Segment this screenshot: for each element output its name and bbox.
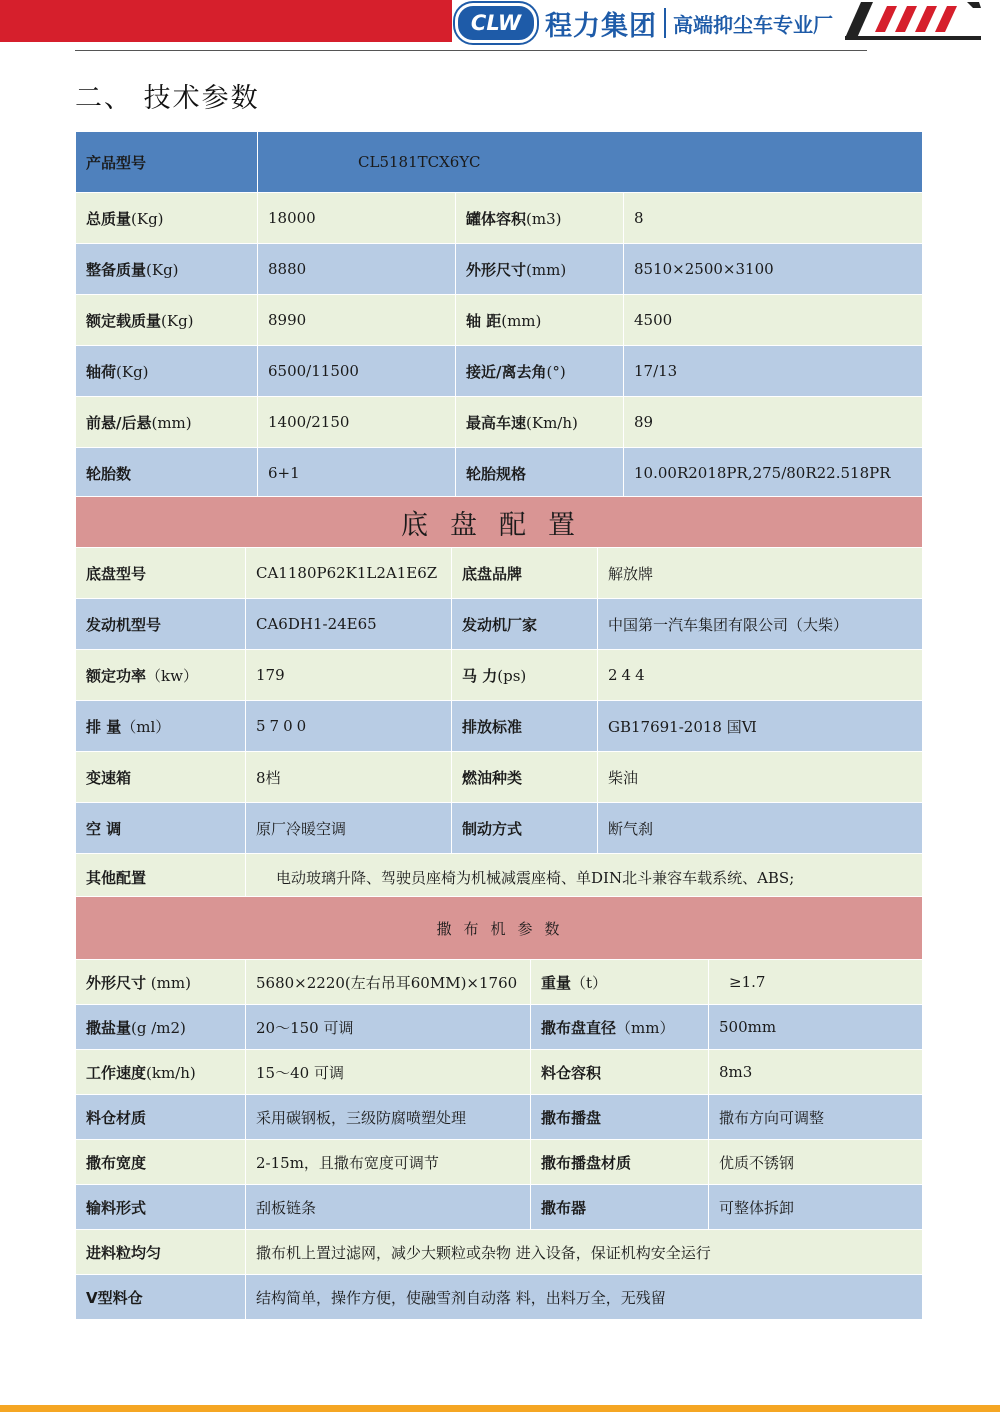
table-row [76,803,923,854]
cell-text: 工作速度 [86,1063,147,1082]
table-cell [76,1095,246,1140]
table-cell [76,397,258,448]
table-row [76,1230,923,1275]
table-cell [531,1050,709,1095]
cell-text: V型料仓 [76,1275,246,1320]
vehicle-spec-table [75,131,923,499]
cell-text: 发动机厂家 [462,615,538,634]
cell-text: 结构简单，操作方便，使融雪剂自动落 料，出料万全，无残留 [246,1275,923,1320]
table-cell [531,1140,709,1185]
cell-text: 刮板链条 [246,1185,531,1230]
header-red-bar [0,0,452,42]
cell-text: (m3) [526,209,562,228]
cell-text: 89 [624,397,923,448]
cell-text: 8档 [246,752,452,803]
cell-text: (g /m2) [131,1018,186,1037]
table-cell [76,752,246,803]
cell-text: 20～150 可调 [246,1005,531,1050]
table-cell [531,1095,709,1140]
model-label: 产品型号 [76,132,258,193]
cell-text: 燃油种类 [462,768,523,787]
table-cell [76,1140,246,1185]
cell-text: (°) [546,362,566,381]
model-value: CL5181TCX6YC [258,132,923,193]
table-cell [452,752,598,803]
table-cell [531,960,709,1005]
cell-text: 柴油 [598,752,923,803]
table-cell [76,1050,246,1095]
table-row [76,854,923,901]
cell-text: 采用碳钢板，三级防腐喷塑处理 [246,1095,531,1140]
cell-text: 排放标准 [462,717,523,736]
cell-text: 空 调 [86,819,122,838]
table-row [76,1185,923,1230]
table-row [76,244,923,295]
cell-text: 排 量 [86,717,122,736]
cell-text: 244 [598,650,923,701]
table-cell [76,1185,246,1230]
table-row [76,193,923,244]
cell-text: (km/h) [146,1063,196,1082]
table-row [76,1140,923,1185]
cell-text: （mm） [616,1018,675,1037]
table-cell [76,295,258,346]
table-row [76,295,923,346]
other-config-value: 电动玻璃升降、驾驶员座椅为机械减震座椅、单DIN北斗兼容车载系统、ABS; [246,854,923,901]
cell-text: 5680×2220(左右吊耳60MM)×1760 [246,960,531,1005]
cell-text: （kw） [146,666,198,685]
cell-text: 中国第一汽车集团有限公司（大柴） [598,599,923,650]
cell-text: 轮胎数 [86,464,132,483]
cell-text: (Kg) [116,362,149,381]
table-cell [456,295,624,346]
logo-separator [664,8,666,38]
table-cell [452,650,598,701]
cell-text: ≥1.7 [709,960,923,1005]
table-cell [76,244,258,295]
cell-text: 输料形式 [86,1198,147,1217]
cell-text: 撒布播盘 [541,1108,602,1127]
table-row [76,548,923,599]
table-row [76,650,923,701]
cell-text: 6+1 [258,448,456,499]
cell-text: (mm) [526,260,567,279]
spreader-table [75,896,923,1320]
header-stripes-icon [843,0,983,42]
table-row [76,1050,923,1095]
table-row [76,1095,923,1140]
cell-text: 进料粒均匀 [76,1230,246,1275]
table-row [76,397,923,448]
cell-text: 轮胎规格 [466,464,527,483]
cell-text: （ml） [121,717,171,736]
table-cell [76,1005,246,1050]
cell-text: (mm) [146,973,191,992]
cell-text: 料仓容积 [541,1063,602,1082]
cell-text: 8990 [258,295,456,346]
cell-text: 马 力 [462,666,498,685]
footer-bar [0,1405,1000,1412]
table-cell [456,448,624,499]
cell-text: 变速箱 [86,768,132,787]
cell-text: 撒布机上置过滤网，减少大颗粒或杂物 进入设备，保证机构安全运行 [246,1230,923,1275]
cell-text: 2-15m，且撒布宽度可调节 [246,1140,531,1185]
cell-text: 500mm [709,1005,923,1050]
cell-text: 8m3 [709,1050,923,1095]
cell-text: 6500/11500 [258,346,456,397]
table-cell [531,1185,709,1230]
spreader-banner: 撒布机参数 [76,897,923,960]
cell-text: (ps) [497,666,527,685]
cell-text: 总质量 [86,209,132,228]
cell-text: CA6DH1-24E65 [246,599,452,650]
cell-text: 可整体拆卸 [709,1185,923,1230]
table-row [76,1275,923,1320]
cell-text: 重量 [541,973,572,992]
cell-text: 撒布盘直径 [541,1018,617,1037]
table-row [76,599,923,650]
cell-text: 撒布宽度 [86,1153,147,1172]
cell-text: GB17691-2018 国Ⅵ [598,701,923,752]
cell-text: 撒布方向可调整 [709,1095,923,1140]
table-cell [76,548,246,599]
other-config-label: 其他配置 [76,854,246,901]
cell-text: (mm) [151,413,192,432]
table-row [76,346,923,397]
table-cell [76,960,246,1005]
cell-text: 额定载质量 [86,311,162,330]
cell-text: 断气刹 [598,803,923,854]
cell-text: 底盘品牌 [462,564,523,583]
cell-text: 底盘型号 [86,564,147,583]
table-cell [456,193,624,244]
cell-text: 原厂冷暖空调 [246,803,452,854]
cell-text: 撒盐量 [86,1018,132,1037]
cell-text: (Kg) [131,209,164,228]
table-cell [76,193,258,244]
table-cell [452,599,598,650]
cell-text: 17/13 [624,346,923,397]
cell-text: 优质不锈钢 [709,1140,923,1185]
cell-text: 接近/离去角 [466,362,547,381]
cell-text: 整备质量 [86,260,147,279]
table-cell [76,346,258,397]
cell-text: 撒布器 [541,1198,587,1217]
table-cell [76,448,258,499]
cell-text: 8510×2500×3100 [624,244,923,295]
cell-text: 外形尺寸 [466,260,527,279]
logo-badge: CLW [455,3,537,43]
cell-text: 撒布播盘材质 [541,1153,632,1172]
table-row [76,752,923,803]
table-cell [531,1005,709,1050]
cell-text: 15～40 可调 [246,1050,531,1095]
cell-text: 发动机型号 [86,615,162,634]
table-cell [452,701,598,752]
section-title: 二、 技术参数 [75,83,260,114]
cell-text: 最高车速 [466,413,527,432]
cell-text: 179 [246,650,452,701]
table-cell [452,803,598,854]
header-divider [75,50,867,51]
cell-text: 4500 [624,295,923,346]
cell-text: 轴 距 [466,311,502,330]
table-cell [456,397,624,448]
cell-text: 轴荷 [86,362,117,381]
table-row [76,1005,923,1050]
table-cell [76,599,246,650]
cell-text: 料仓材质 [86,1108,147,1127]
chassis-table [75,496,923,901]
company-name: 程力集团 [545,10,657,42]
cell-text: CA1180P62K1L2A1E6Z [246,548,452,599]
cell-text: 外形尺寸 [86,973,147,992]
cell-text: (mm) [501,311,542,330]
cell-text: 1400/2150 [258,397,456,448]
cell-text: 5700 [246,701,452,752]
cell-text: 10.00R2018PR,275/80R22.518PR [624,448,923,499]
cell-text: 解放牌 [598,548,923,599]
table-cell [456,346,624,397]
company-slogan: 高端抑尘车专业厂 [673,12,833,37]
cell-text: (Kg) [161,311,194,330]
cell-text: 罐体容积 [466,209,527,228]
cell-text: 8 [624,193,923,244]
cell-text: (Km/h) [526,413,578,432]
table-row [76,701,923,752]
cell-text: 18000 [258,193,456,244]
chassis-banner: 底盘配置 [76,497,923,548]
table-cell [456,244,624,295]
cell-text: 制动方式 [462,819,523,838]
cell-text: 额定功率 [86,666,147,685]
table-cell [76,650,246,701]
cell-text: (Kg) [146,260,179,279]
table-cell [452,548,598,599]
cell-text: （t） [571,973,608,992]
table-row [76,960,923,1005]
cell-text: 8880 [258,244,456,295]
cell-text: 前悬/后悬 [86,413,152,432]
table-cell [76,701,246,752]
table-row [76,448,923,499]
table-cell [76,803,246,854]
